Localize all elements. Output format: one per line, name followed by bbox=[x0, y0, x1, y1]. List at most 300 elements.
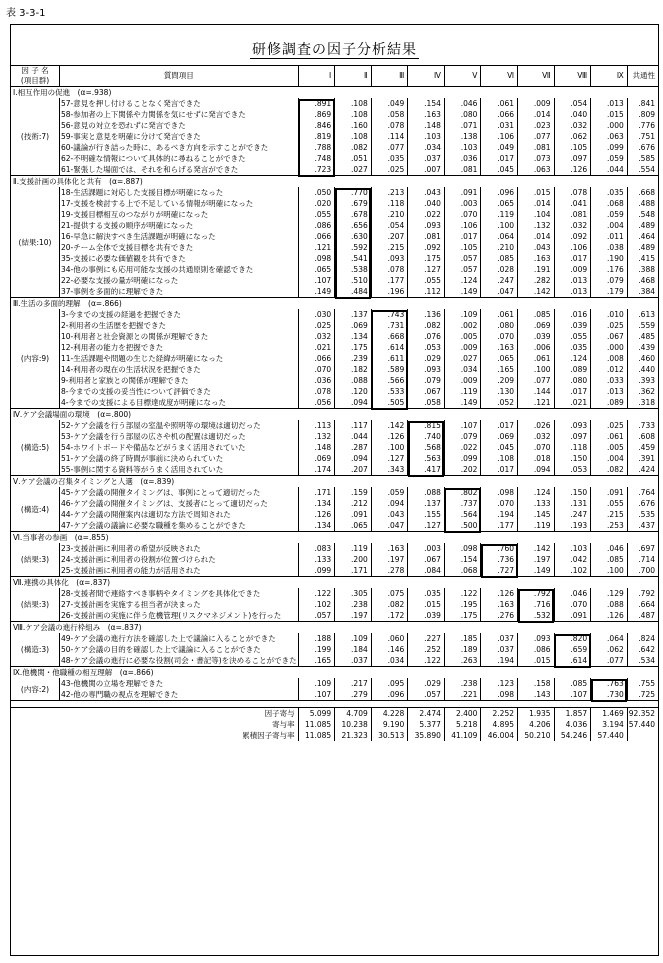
item-text: 4-今までの支援による目標達成度が明確になった bbox=[60, 397, 299, 409]
table-row bbox=[11, 98, 658, 109]
factor-label: (結果:3) bbox=[20, 555, 50, 564]
item-text: 52-ケア会議を行う部屋の室温や照明等の環境は適切だった bbox=[60, 420, 299, 431]
loading-value: .200 bbox=[335, 554, 372, 565]
loading-value: .548 bbox=[627, 209, 658, 220]
loading-value: .053 bbox=[554, 464, 591, 476]
footer-value bbox=[627, 730, 658, 741]
item-text: 10-利用者と社会資源との関係が理解できた bbox=[60, 331, 299, 342]
loading-value: .118 bbox=[554, 442, 591, 453]
section-header-row bbox=[11, 476, 658, 488]
header-col: Ⅵ bbox=[481, 66, 518, 87]
table-caption: 表 3-3-1 bbox=[6, 8, 46, 19]
factor-label: (内容:2) bbox=[20, 684, 50, 694]
loading-value: .108 bbox=[481, 453, 518, 464]
table-row bbox=[11, 431, 658, 442]
loading-value: .003 bbox=[444, 198, 481, 209]
table-row bbox=[11, 633, 658, 644]
loading-value: .086 bbox=[298, 220, 335, 231]
loading-value: .163 bbox=[481, 599, 518, 610]
loading-value: .102 bbox=[298, 599, 335, 610]
loading-value: .064 bbox=[591, 633, 628, 644]
loading-value: .824 bbox=[627, 633, 658, 644]
loading-value: .093 bbox=[554, 420, 591, 431]
item-text: 16-早急に解決すべき生活課題が明確になった bbox=[60, 231, 299, 242]
loading-value: .070 bbox=[518, 442, 555, 453]
loading-value: .209 bbox=[481, 375, 518, 386]
loading-value: .075 bbox=[371, 588, 408, 599]
section-title: Ⅸ.他機関・他職種の相互理解 (α=.866) bbox=[11, 667, 658, 679]
footer-spacer-cell bbox=[11, 701, 658, 708]
item-text: 48-ケア会議の進行に必要な役割(司会・書記等)を決めることができた bbox=[61, 656, 297, 665]
loading-value: .098 bbox=[444, 543, 481, 554]
item-text: 49-ケア会議の進行方法を確認した上で議論に入ることができた bbox=[60, 633, 299, 644]
loading-value: .025 bbox=[591, 320, 628, 331]
loading-value: .071 bbox=[444, 120, 481, 131]
loading-value: .092 bbox=[408, 242, 445, 253]
item-text: 34-他の事例にも応用可能な支援の共通原則を確認できた bbox=[60, 264, 299, 275]
item-text: 59-事実と意見を明確に分けて発言できた bbox=[60, 131, 299, 142]
loading-value: .755 bbox=[627, 678, 658, 689]
footer-spacer bbox=[11, 701, 658, 708]
loading-value: .034 bbox=[408, 142, 445, 153]
table-row bbox=[11, 442, 658, 453]
loading-value: .714 bbox=[627, 554, 658, 565]
loading-value: .025 bbox=[371, 164, 408, 176]
footer-row bbox=[11, 730, 658, 741]
loading-value: .489 bbox=[627, 220, 658, 231]
loading-value: .106 bbox=[481, 131, 518, 142]
item-text: 50-ケア会議の目的を確認した上で議論に入ることができた bbox=[60, 644, 299, 655]
loading-value: .191 bbox=[518, 264, 555, 275]
table-row bbox=[11, 209, 658, 220]
loading-value: .065 bbox=[298, 264, 335, 275]
table-row bbox=[11, 487, 658, 498]
loading-value: .809 bbox=[627, 109, 658, 120]
loading-value: .008 bbox=[591, 353, 628, 364]
page-title: 研修調査の因子分析結果 bbox=[252, 42, 417, 58]
footer-row bbox=[11, 719, 658, 730]
section-title: Ⅱ.支援計画の具体化と共有 (α=.887) bbox=[11, 176, 658, 188]
table-row bbox=[11, 464, 658, 476]
footer-value: 11.085 bbox=[298, 730, 335, 741]
loading-value: .282 bbox=[518, 275, 555, 286]
item-text: 2-利用者の生活歴を把握できた bbox=[60, 320, 299, 331]
loading-value: .440 bbox=[627, 364, 658, 375]
loading-value: .046 bbox=[444, 98, 481, 109]
header-factor-name: 因 子 名 (項目群) bbox=[11, 66, 60, 87]
footer-value: 1.935 bbox=[518, 708, 555, 720]
loading-value: .078 bbox=[371, 264, 408, 275]
table-row bbox=[11, 655, 658, 667]
loading-value: .094 bbox=[518, 464, 555, 476]
loading-value: .077 bbox=[518, 131, 555, 142]
loading-value: .070 bbox=[481, 498, 518, 509]
loading-value: .095 bbox=[371, 678, 408, 689]
loading-value: .388 bbox=[627, 264, 658, 275]
loading-value: .097 bbox=[554, 153, 591, 164]
loading-value: .563 bbox=[408, 453, 445, 464]
loading-value: .021 bbox=[298, 342, 335, 353]
loading-value: .081 bbox=[518, 142, 555, 153]
loading-value: .393 bbox=[627, 375, 658, 386]
loading-value: .093 bbox=[518, 633, 555, 644]
header-col: Ⅷ bbox=[554, 66, 591, 87]
loading-value: .050 bbox=[298, 187, 335, 198]
loading-value: .055 bbox=[591, 498, 628, 509]
loading-value: .049 bbox=[371, 98, 408, 109]
loading-value: .679 bbox=[335, 198, 372, 209]
loading-value: .099 bbox=[591, 142, 628, 153]
item-text: 9-利用者と家族との関係が理解できた bbox=[60, 375, 299, 386]
loading-value: .007 bbox=[408, 164, 445, 176]
item-text: 58-参加者の上下関係や力関係を気にせずに発言できた bbox=[60, 109, 299, 120]
loading-value: .107 bbox=[298, 275, 335, 286]
loading-value: .212 bbox=[335, 498, 372, 509]
footer-value: 35.890 bbox=[408, 730, 445, 741]
loading-value: .119 bbox=[481, 209, 518, 220]
loading-value: .149 bbox=[444, 397, 481, 409]
section-header-row bbox=[11, 87, 658, 99]
loading-value: .109 bbox=[335, 633, 372, 644]
loading-value: .017 bbox=[481, 464, 518, 476]
item-text: 47-ケア会議の議論に必要な職種を集めることができた bbox=[60, 520, 299, 532]
loading-value: .079 bbox=[408, 375, 445, 386]
loading-value: .114 bbox=[371, 131, 408, 142]
loading-value: .221 bbox=[444, 689, 481, 701]
table-row bbox=[11, 520, 658, 532]
loading-value: .054 bbox=[371, 220, 408, 231]
item-text: 62-不明確な情報について具体的に尋ねることができた bbox=[60, 153, 299, 164]
loading-value: .104 bbox=[518, 209, 555, 220]
loading-value: .082 bbox=[335, 142, 372, 153]
loading-value: .437 bbox=[627, 520, 658, 532]
loading-value: .566 bbox=[371, 375, 408, 386]
loading-value: .084 bbox=[408, 565, 445, 577]
loading-value: .032 bbox=[554, 120, 591, 131]
loading-value: .668 bbox=[627, 187, 658, 198]
item-text: 8-今までの支援の妥当性について評価できた bbox=[60, 386, 299, 397]
loading-value: .077 bbox=[591, 655, 628, 667]
loading-value: .043 bbox=[408, 187, 445, 198]
item-text: 27-支援計画を実施する担当者が決まった bbox=[60, 599, 299, 610]
loading-value: .034 bbox=[444, 364, 481, 375]
loading-value: .066 bbox=[298, 231, 335, 242]
loading-value: .091 bbox=[554, 610, 591, 622]
loading-value: .614 bbox=[371, 342, 408, 353]
loading-value: .009 bbox=[444, 375, 481, 386]
loading-value: .038 bbox=[591, 242, 628, 253]
loading-value: .343 bbox=[371, 464, 408, 476]
loading-value: .061 bbox=[591, 431, 628, 442]
loading-value: .165 bbox=[298, 655, 335, 667]
loading-value: .129 bbox=[591, 588, 628, 599]
loading-value: .069 bbox=[481, 431, 518, 442]
loading-value: .015 bbox=[518, 655, 555, 667]
loading-value: .105 bbox=[554, 142, 591, 153]
loading-value: .100 bbox=[518, 364, 555, 375]
loading-value: .589 bbox=[371, 364, 408, 375]
section-title: Ⅵ.当事者の参画 (α=.855) bbox=[11, 532, 658, 544]
loading-value: .079 bbox=[591, 275, 628, 286]
table-row bbox=[11, 342, 658, 353]
loading-value: .062 bbox=[554, 131, 591, 142]
loading-value: .030 bbox=[298, 309, 335, 320]
section-header-row bbox=[11, 577, 658, 589]
item-text: 42-他の専門職の視点を理解できた bbox=[60, 689, 299, 701]
loading-value: .126 bbox=[591, 610, 628, 622]
item-text: 28-支援者間で連絡すべき事柄やタイミングを具体化できた bbox=[60, 588, 299, 599]
table-row bbox=[11, 498, 658, 509]
loading-value: .055 bbox=[298, 209, 335, 220]
header-col: Ⅶ bbox=[518, 66, 555, 87]
loading-value: .554 bbox=[627, 164, 658, 176]
loading-value: .063 bbox=[591, 131, 628, 142]
loading-value: .118 bbox=[371, 198, 408, 209]
footer-value: 4.206 bbox=[518, 719, 555, 730]
loading-value: .035 bbox=[408, 588, 445, 599]
loading-value: .190 bbox=[591, 253, 628, 264]
footer-value: 1.857 bbox=[554, 708, 591, 720]
item-text: 3-今までの支援の経過を把握できた bbox=[60, 309, 299, 320]
loading-value: .108 bbox=[335, 98, 372, 109]
loading-value: .033 bbox=[591, 375, 628, 386]
loading-value: .126 bbox=[554, 164, 591, 176]
factor-label: (構造:3) bbox=[20, 645, 50, 654]
loading-value: .037 bbox=[408, 153, 445, 164]
loading-value: .089 bbox=[591, 397, 628, 409]
loading-value: .227 bbox=[408, 633, 445, 644]
loading-value: .484 bbox=[335, 286, 372, 298]
loading-value: .017 bbox=[554, 386, 591, 397]
loading-value: .000 bbox=[591, 120, 628, 131]
loading-value: .046 bbox=[591, 543, 628, 554]
loading-value: .077 bbox=[518, 375, 555, 386]
loading-value: .060 bbox=[371, 633, 408, 644]
footer-value: 21.323 bbox=[335, 730, 372, 741]
loading-value: .026 bbox=[518, 420, 555, 431]
table-row bbox=[11, 420, 658, 431]
loading-value: .068 bbox=[591, 198, 628, 209]
loading-value: .820 bbox=[554, 633, 591, 644]
loading-value: .148 bbox=[408, 120, 445, 131]
loading-value: .196 bbox=[371, 286, 408, 298]
loading-value: .082 bbox=[371, 599, 408, 610]
loading-value: .176 bbox=[591, 264, 628, 275]
loading-value: .215 bbox=[371, 242, 408, 253]
loading-value: .127 bbox=[371, 453, 408, 464]
loading-value: .846 bbox=[298, 120, 335, 131]
table-row bbox=[11, 331, 658, 342]
loading-value: .238 bbox=[444, 678, 481, 689]
loading-value: .132 bbox=[518, 220, 555, 231]
loading-value: .039 bbox=[554, 320, 591, 331]
loading-value: .036 bbox=[298, 375, 335, 386]
loading-value: .094 bbox=[335, 397, 372, 409]
loading-value: .065 bbox=[481, 353, 518, 364]
table-row bbox=[11, 242, 658, 253]
loading-value: .057 bbox=[408, 689, 445, 701]
loading-value: .120 bbox=[335, 386, 372, 397]
loading-value: .044 bbox=[591, 164, 628, 176]
loading-value: .247 bbox=[554, 509, 591, 520]
loading-value: .064 bbox=[481, 231, 518, 242]
loading-value: .613 bbox=[627, 309, 658, 320]
loading-value: .103 bbox=[554, 543, 591, 554]
loading-value: .022 bbox=[444, 442, 481, 453]
loading-value: .142 bbox=[518, 543, 555, 554]
item-text: 20-チーム全体で支援目標を共有できた bbox=[60, 242, 299, 253]
loading-value: .142 bbox=[518, 286, 555, 298]
loading-value: .041 bbox=[554, 198, 591, 209]
loading-value: .088 bbox=[335, 375, 372, 386]
header-col: Ⅳ bbox=[408, 66, 445, 87]
loading-value: .460 bbox=[627, 353, 658, 364]
loading-value: .133 bbox=[298, 554, 335, 565]
item-text: 60-議論が行き詰った時に、あるべき方向を示すことができた bbox=[60, 142, 299, 153]
loading-value: .788 bbox=[298, 142, 335, 153]
footer-label: 累積因子寄与率 bbox=[242, 731, 295, 740]
loading-value: .630 bbox=[335, 231, 372, 242]
loading-value: .017 bbox=[444, 231, 481, 242]
loading-value: .664 bbox=[627, 599, 658, 610]
loading-value: .010 bbox=[591, 309, 628, 320]
loading-value: .055 bbox=[408, 275, 445, 286]
loading-value: .078 bbox=[554, 187, 591, 198]
loading-value: .088 bbox=[408, 487, 445, 498]
loading-value: .585 bbox=[627, 153, 658, 164]
loading-value: .070 bbox=[444, 209, 481, 220]
loading-value: .032 bbox=[298, 331, 335, 342]
footer-value: 57.440 bbox=[627, 719, 658, 730]
loading-value: .276 bbox=[481, 610, 518, 622]
loading-value: .171 bbox=[335, 565, 372, 577]
loading-value: .069 bbox=[518, 320, 555, 331]
loading-value: .004 bbox=[591, 220, 628, 231]
loading-value: .770 bbox=[335, 187, 372, 198]
footer-value: 50.210 bbox=[518, 730, 555, 741]
loading-value: .130 bbox=[481, 386, 518, 397]
loading-value: .005 bbox=[444, 331, 481, 342]
loading-value: .035 bbox=[554, 342, 591, 353]
loading-value: .061 bbox=[481, 309, 518, 320]
factor-label: (結果:10) bbox=[18, 237, 52, 247]
loading-value: .175 bbox=[444, 610, 481, 622]
loading-value: .057 bbox=[444, 264, 481, 275]
footer-value: 4.895 bbox=[481, 719, 518, 730]
loading-value: .725 bbox=[627, 689, 658, 701]
table-row bbox=[11, 453, 658, 464]
loading-value: .199 bbox=[298, 644, 335, 655]
loading-value: .066 bbox=[481, 109, 518, 120]
loading-value: .121 bbox=[518, 397, 555, 409]
loading-value: .009 bbox=[518, 98, 555, 109]
loading-value: .122 bbox=[298, 588, 335, 599]
loading-value: .123 bbox=[481, 678, 518, 689]
loading-value: .022 bbox=[408, 209, 445, 220]
loading-value: .592 bbox=[335, 242, 372, 253]
loading-value: .733 bbox=[627, 420, 658, 431]
loading-value: .154 bbox=[444, 554, 481, 565]
factor-label: (内容:9) bbox=[20, 354, 50, 363]
loading-value: .014 bbox=[518, 198, 555, 209]
loading-value: .659 bbox=[554, 644, 591, 655]
loading-value: .748 bbox=[298, 153, 335, 164]
table-row bbox=[11, 599, 658, 610]
section-title: Ⅲ.生活の多面的理解 (α=.866) bbox=[11, 298, 658, 310]
loading-value: .535 bbox=[627, 509, 658, 520]
loading-value: .091 bbox=[444, 187, 481, 198]
loading-value: .538 bbox=[335, 264, 372, 275]
footer-label: 因子寄与 bbox=[11, 708, 298, 720]
loading-value: .091 bbox=[335, 509, 372, 520]
loading-value: .085 bbox=[554, 678, 591, 689]
loading-value: .015 bbox=[518, 187, 555, 198]
loading-value: .004 bbox=[591, 453, 628, 464]
loading-value: .736 bbox=[481, 554, 518, 565]
loading-value: .210 bbox=[481, 242, 518, 253]
table-row bbox=[11, 109, 658, 120]
table-row bbox=[11, 153, 658, 164]
loading-value: .040 bbox=[408, 198, 445, 209]
loading-value: .049 bbox=[481, 142, 518, 153]
loading-value: .078 bbox=[371, 120, 408, 131]
loading-value: .534 bbox=[627, 655, 658, 667]
loading-value: .017 bbox=[481, 153, 518, 164]
loading-value: .080 bbox=[444, 109, 481, 120]
loading-value: .065 bbox=[481, 198, 518, 209]
loading-value: .069 bbox=[298, 453, 335, 464]
item-text: 19-支援目標相互のつながりが明確になった bbox=[60, 209, 299, 220]
header-col: Ⅸ bbox=[591, 66, 628, 87]
section-title: Ⅳ.ケア会議場面の環境 (α=.800) bbox=[11, 409, 658, 421]
loading-value: .642 bbox=[627, 644, 658, 655]
loading-value: .194 bbox=[481, 509, 518, 520]
loading-value: .099 bbox=[444, 453, 481, 464]
footer-value: 2.252 bbox=[481, 708, 518, 720]
footer-value: 54.246 bbox=[554, 730, 591, 741]
loading-value: .189 bbox=[444, 644, 481, 655]
loading-value: .011 bbox=[591, 231, 628, 242]
header-col: Ⅲ bbox=[371, 66, 408, 87]
footer-value: 3.194 bbox=[591, 719, 628, 730]
loading-value: .505 bbox=[371, 397, 408, 409]
loading-value: .015 bbox=[408, 599, 445, 610]
loading-value: .175 bbox=[408, 253, 445, 264]
loading-value: .213 bbox=[371, 187, 408, 198]
table-row bbox=[11, 187, 658, 198]
loading-value: .165 bbox=[481, 364, 518, 375]
table-row bbox=[11, 253, 658, 264]
loading-value: .841 bbox=[627, 98, 658, 109]
loading-value: .185 bbox=[444, 633, 481, 644]
loading-value: .179 bbox=[591, 286, 628, 298]
item-text: 37-事例を多面的に理解できた bbox=[60, 286, 299, 298]
loading-value: .021 bbox=[554, 397, 591, 409]
item-text: 17-支援を検討する上で不足している情報が明確になった bbox=[60, 198, 299, 209]
footer-value: 11.085 bbox=[298, 719, 335, 730]
loading-value: .133 bbox=[518, 498, 555, 509]
item-text: 22-必要な支援の量が明確になった bbox=[60, 275, 299, 286]
loading-value: .056 bbox=[298, 397, 335, 409]
factor-label: (構造:5) bbox=[20, 443, 50, 452]
footer-value: 5.099 bbox=[298, 708, 335, 720]
loading-value: .057 bbox=[444, 253, 481, 264]
table-row bbox=[11, 220, 658, 231]
footer-value: 5.377 bbox=[408, 719, 445, 730]
header-item: 質問項目 bbox=[60, 66, 299, 87]
loading-value: .046 bbox=[554, 588, 591, 599]
loading-value: .065 bbox=[335, 520, 372, 532]
